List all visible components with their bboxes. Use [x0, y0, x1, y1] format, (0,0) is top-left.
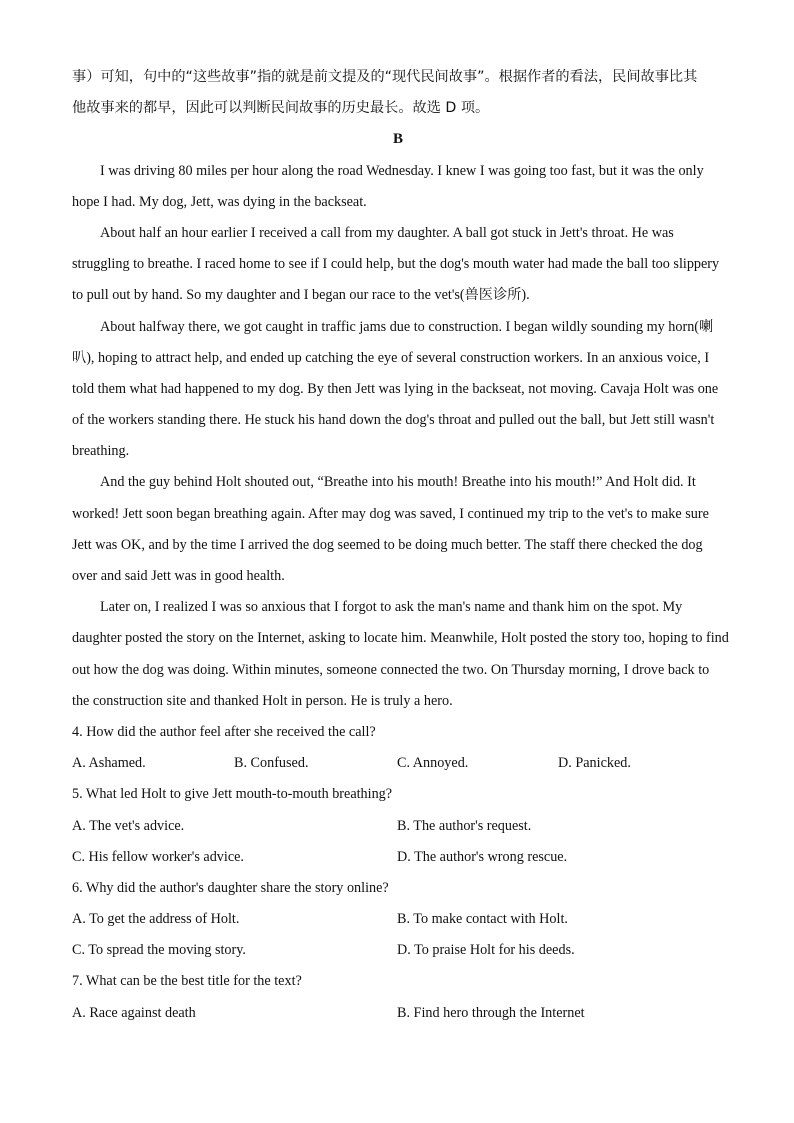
question-stem: 7. What can be the best title for the text? [72, 973, 302, 990]
paragraph-line: And the guy behind Holt shouted out, “Breathe into his mouth! Breathe into his mouth!” And Holt did. It [100, 474, 696, 491]
paragraph-line: breathing. [72, 443, 130, 460]
option-c[interactable]: C. Annoyed. [397, 755, 469, 772]
paragraph-line: I was driving 80 miles per hour along the road Wednesday. I knew I was going too fast, but it was the only [100, 162, 704, 179]
paragraph-4 [72, 467, 724, 592]
document-page [72, 62, 729, 1029]
paragraph-line: Jett was OK, and by the time I arrived the dog seemed to be doing much better. The staff there checked the dog [72, 536, 703, 553]
paragraph-line: hope I had. My dog, Jett, was dying in the backseat. [72, 193, 367, 210]
paragraph-line: 叭), hoping to attract help, and ended up catching the eye of several construction workers. In an anxious voice, I [72, 349, 710, 366]
option-a[interactable]: A. Ashamed. [72, 755, 146, 772]
question-stem: 6. Why did the author's daughter share the story online? [72, 879, 389, 896]
paragraph-line: out how the dog was doing. Within minutes, someone connected the two. On Thursday morning, I drove back to [72, 661, 710, 678]
questions [72, 717, 724, 1029]
paragraph-line: daughter posted the story on the Internet, asking to locate him. Meanwhile, Holt posted the story too, hoping to find [72, 630, 729, 647]
intro-line: 他故事来的都早，因此可以判断民间故事的历史最长。故选 D 项。 [72, 100, 490, 117]
paragraph-3 [72, 312, 724, 468]
option-b[interactable]: B. To make contact with Holt. [397, 911, 568, 928]
paragraph-line: About half an hour earlier I received a call from my daughter. A ball got stuck in Jett's throat. He was [100, 224, 674, 241]
paragraph-line: About halfway there, we got caught in traffic jams due to construction. I began wildly sounding my horn(喇 [100, 318, 714, 335]
option-a[interactable]: A. The vet's advice. [72, 817, 185, 834]
question-stem: 5. What led Holt to give Jett mouth-to-mouth breathing? [72, 786, 393, 803]
paragraph-line: of the workers standing there. He stuck his hand down the dog's throat and pulled out the ball, but Jett still wasn't [72, 412, 715, 429]
question-options [72, 748, 724, 779]
option-c[interactable]: C. To spread the moving story. [72, 942, 246, 959]
option-d[interactable]: D. The author's wrong rescue. [397, 848, 568, 865]
paragraph-5 [72, 592, 729, 717]
paragraph-line: the construction site and thanked Holt in person. He is truly a hero. [72, 692, 453, 709]
option-b[interactable]: B. Confused. [234, 755, 309, 772]
intro-line: 事）可知，句中的“这些故事”指的就是前文提及的“现代民间故事”。根据作者的看法，民间故事比其 [72, 69, 698, 85]
question-options [72, 842, 724, 873]
question-options [72, 935, 724, 966]
paragraph-line: Later on, I realized I was so anxious that I forgot to ask the man's name and thank him on the spot. My [100, 599, 683, 616]
paragraph-line: worked! Jett soon began breathing again. After may dog was saved, I continued my trip to the vet's to make sure [72, 505, 709, 522]
paragraph-line: over and said Jett was in good health. [72, 568, 285, 584]
paragraph-2 [72, 218, 724, 312]
question-options [72, 904, 724, 935]
option-c[interactable]: C. His fellow worker's advice. [72, 848, 244, 865]
paragraph-1 [72, 156, 724, 218]
intro-text [72, 62, 724, 124]
question-stem: 4. How did the author feel after she received the call? [72, 723, 376, 740]
option-b[interactable]: B. Find hero through the Internet [397, 1004, 585, 1021]
paragraph-line: struggling to breathe. I raced home to see if I could help, but the dog's mouth water had made the ball too slippery [72, 256, 720, 273]
paragraph-line: to pull out by hand. So my daughter and I began our race to the vet's(兽医诊所). [72, 287, 530, 304]
option-d[interactable]: D. Panicked. [558, 755, 631, 772]
paragraph-line: told them what had happened to my dog. By then Jett was lying in the backseat, not moving. Cavaja Holt was one [72, 380, 719, 397]
option-d[interactable]: D. To praise Holt for his deeds. [397, 942, 575, 959]
option-b[interactable]: B. The author's request. [397, 817, 532, 834]
question-options [72, 811, 724, 842]
option-a[interactable]: A. Race against death [72, 1004, 196, 1021]
question-options [72, 998, 724, 1029]
passage [72, 156, 729, 717]
option-a[interactable]: A. To get the address of Holt. [72, 911, 240, 928]
section-heading: B [392, 131, 403, 148]
